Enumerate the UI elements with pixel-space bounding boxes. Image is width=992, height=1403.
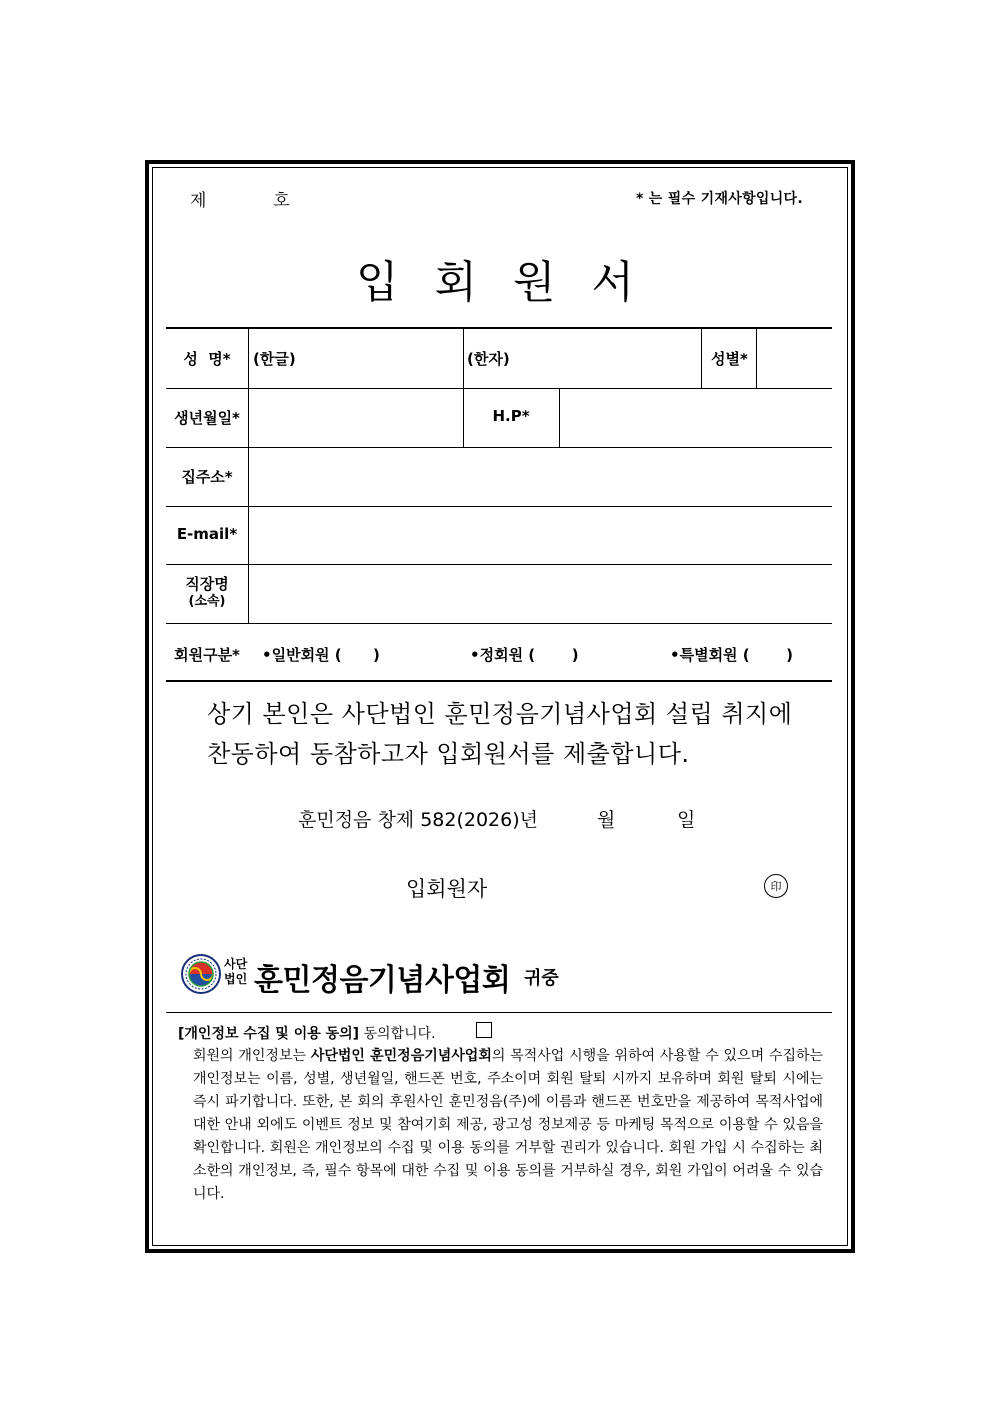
date-month: 월 [597,809,616,831]
consent-body [193,1045,823,1206]
address-label: 집주소* [181,468,233,486]
workplace-label [166,575,248,611]
consent-heading-title: [개인정보 수집 및 이용 동의] [178,1026,360,1042]
consent-heading [178,1023,436,1043]
member-type-label: 회원구분* [174,646,240,664]
organization-suffix: 귀중 [524,968,559,989]
consent-divider [166,1012,832,1013]
phone-field[interactable] [560,389,831,447]
phone-label: H.P* [492,407,530,425]
email-label: E-mail* [176,525,238,543]
gender-label: 성별* [711,350,748,368]
organization-prefix-bottom: 법인 [224,972,248,986]
organization-name: 훈민정음기념사업회 [254,963,511,998]
consent-agree-label: 동의합니다. [363,1026,436,1042]
serial-number [190,186,290,211]
consent-body-part-1: 회원의 개인정보는 [193,1048,311,1064]
name-korean-field[interactable]: (한글) [253,350,296,368]
consent-body-part-2: 의 목적사업 시행을 위하여 사용할 수 있으며 수집하는 개인정보는 이름, 성별, 생년월일, 핸드폰 번호, 주소이며 회원 탈퇴 시까지 보유하며 회원 탈퇴 시에는 즉시 파기합니다. 또한, 본 회의 후원사인 훈민정음(주)에 이름과 핸드폰 번호만을 제공하여 목적사업에 대한 안내 외에도 이벤트 정보 및 참여기회 제공, 광고성 정보제공 등 마케팅 목적으로 이용할 수 있음을 확인합니다. 회원은 개인정보의 수집 및 이용 동의를 거부할 권리가 있습니다. 회원 가입 시 수집하는 최소한의 개인정보, 즉, 필수 항목에 대한 수집 및 이용 동의를 거부하실 경우, 회원 가입이 어려울 수 있습니다. [193,1048,824,1202]
workplace-field[interactable] [249,565,831,623]
serial-label-left: 제 [190,191,207,211]
application-form [166,327,832,682]
seal-mark: 印 [764,874,788,898]
date-day: 일 [677,809,696,831]
required-note: * 는 필수 기재사항입니다. [636,191,804,207]
serial-label-right: 호 [273,191,290,211]
date-prefix: 훈민정음 창제 582(2026)년 [298,809,539,831]
declaration-line-1: 상기 본인은 사단법인 훈민정음기념사업회 설립 취지에 [207,700,793,728]
consent-body-org: 사단법인 훈민정음기념사업회 [310,1048,492,1064]
member-type-regular[interactable]: •정회원 ( ) [470,646,579,664]
organization-prefix [224,957,247,987]
organization-prefix-top: 사단 [224,957,248,971]
name-label: 성 명* [183,350,231,368]
organization-emblem-icon [181,954,221,994]
member-type-general[interactable]: •일반회원 ( ) [262,646,380,664]
workplace-label-main: 직장명 [185,575,229,593]
birth-label: 생년월일* [174,409,240,427]
gender-field[interactable] [757,329,831,388]
name-hanja-field[interactable]: (한자) [467,350,510,368]
address-field[interactable] [249,448,831,506]
member-type-special[interactable]: •특별회원 ( ) [670,646,794,664]
workplace-label-sub: (소속) [188,594,226,609]
email-field[interactable] [249,507,831,564]
declaration-line-2: 찬동하여 동참하고자 입회원서를 제출합니다. [207,740,690,768]
birth-field[interactable] [249,389,462,447]
page-title: 입 회 원 서 [356,257,636,308]
applicant-label: 입회원자 [406,877,488,901]
declaration-text [207,694,792,774]
consent-checkbox[interactable] [476,1022,492,1038]
